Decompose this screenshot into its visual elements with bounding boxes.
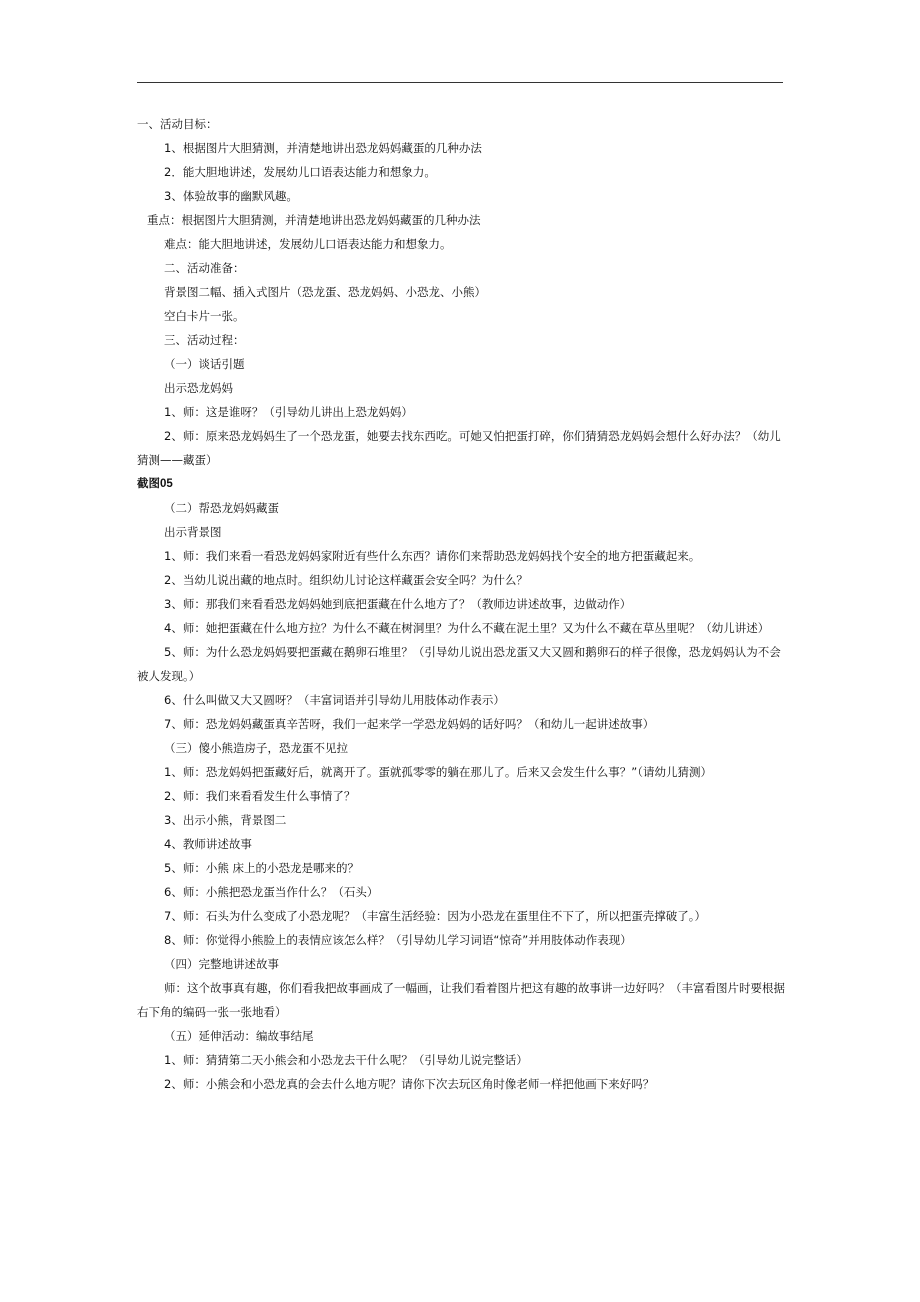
text-line: 5、师：为什么恐龙妈妈要把蛋藏在鹅卵石堆里？（引导幼儿说出恐龙蛋又大又圆和鹅卵石的样子很像，恐龙妈妈认为不会被人发现。） xyxy=(137,645,781,683)
text-line: 2、师：小熊会和小恐龙真的会去什么地方呢？请你下次去玩区角时像老师一样把他画下来好吗？ xyxy=(164,1077,655,1091)
text-line: 二、活动准备： xyxy=(164,261,245,275)
text-line: 难点：能大胆地讲述，发展幼儿口语表达能力和想象力。 xyxy=(164,237,452,251)
text-line: 4、师：她把蛋藏在什么地方拉？为什么不藏在树洞里？为什么不藏在泥土里？又为什么不藏在草丛里呢？（幼儿讲述） xyxy=(164,621,770,635)
text-line: 背景图二幅、插入式图片（恐龙蛋、恐龙妈妈、小恐龙、小熊） xyxy=(164,285,486,299)
text-line: （一）谈话引题 xyxy=(164,357,245,371)
text-line: 出示背景图 xyxy=(164,525,222,539)
text-line: 空白卡片一张。 xyxy=(164,309,245,323)
text-line: 2．能大胆地讲述，发展幼儿口语表达能力和想象力。 xyxy=(164,165,436,179)
text-line: 4、教师讲述故事 xyxy=(164,837,252,851)
text-line: 3、体验故事的幽默风趣。 xyxy=(164,189,298,203)
text-line: 1、师：恐龙妈妈把蛋藏好后，就离开了。蛋就孤零零的躺在那儿了。后来又会发生什么事？”（请幼儿猜测） xyxy=(164,765,713,779)
text-line: 7、师：恐龙妈妈藏蛋真辛苦呀，我们一起来学一学恐龙妈妈的话好吗？（和幼儿一起讲述故事） xyxy=(164,717,655,731)
text-line: 7、师：石头为什么变成了小恐龙呢？（丰富生活经验：因为小恐龙在蛋里住不下了，所以把蛋壳撑破了。） xyxy=(164,909,707,923)
text-line: 三、活动过程： xyxy=(164,333,245,347)
text-line: （二）帮恐龙妈妈藏蛋 xyxy=(164,501,279,515)
text-line: 1、师：猜猜第二天小熊会和小恐龙去干什么呢？（引导幼儿说完整话） xyxy=(164,1053,528,1067)
text-line: （三）傻小熊造房子，恐龙蛋不见拉 xyxy=(164,741,348,755)
screenshot-label: 截图05 xyxy=(137,478,173,490)
text-line: 3、出示小熊，背景图二 xyxy=(164,813,287,827)
text-line: 2、当幼儿说出藏的地点时。组织幼儿讨论这样藏蛋会安全吗？为什么？ xyxy=(164,573,528,587)
text-line: 8、师：你觉得小熊脸上的表情应该怎么样？（引导幼儿学习词语“惊奇”并用肢体动作表现） xyxy=(164,933,632,947)
text-line: 3、师：那我们来看看恐龙妈妈她到底把蛋藏在什么地方了？（教师边讲述故事，边做动作） xyxy=(164,597,632,611)
text-line: （五）延伸活动：编故事结尾 xyxy=(164,1029,314,1043)
text-line: 重点：根据图片大胆猜测，并清楚地讲出恐龙妈妈藏蛋的几种办法 xyxy=(147,213,481,227)
text-line: 2、师：原来恐龙妈妈生了一个恐龙蛋，她要去找东西吃。可她又怕把蛋打碎，你们猜猜恐龙妈妈会想什么好办法？（幼儿猜测——藏蛋） xyxy=(137,429,781,467)
text-line: 师：这个故事真有趣，你们看我把故事画成了一幅画，让我们看着图片把这有趣的故事讲一边好吗？（丰富看图片时要根据右下角的编码一张一张地看） xyxy=(137,981,785,1019)
text-line: 2、师：我们来看看发生什么事情了？ xyxy=(164,789,356,803)
header-rule xyxy=(137,82,783,83)
text-line: 出示恐龙妈妈 xyxy=(164,381,233,395)
text-line: 1、师：我们来看一看恐龙妈妈家附近有些什么东西？请你们来帮助恐龙妈妈找个安全的地方把蛋藏起来。 xyxy=(164,549,701,563)
text-line: （四）完整地讲述故事 xyxy=(164,957,279,971)
document-body xyxy=(137,112,787,1096)
text-line: 一、活动目标： xyxy=(137,117,218,131)
text-line: 1、根据图片大胆猜测，并清楚地讲出恐龙妈妈藏蛋的几种办法 xyxy=(164,141,482,155)
text-line: 1、师：这是谁呀？（引导幼儿讲出上恐龙妈妈） xyxy=(164,405,413,419)
text-line: 5、师：小熊 床上的小恐龙是哪来的？ xyxy=(164,861,359,875)
text-line: 6、什么叫做又大又圆呀？（丰富词语并引导幼儿用肢体动作表示） xyxy=(164,693,505,707)
text-line: 6、师：小熊把恐龙蛋当作什么？（石头） xyxy=(164,885,379,899)
